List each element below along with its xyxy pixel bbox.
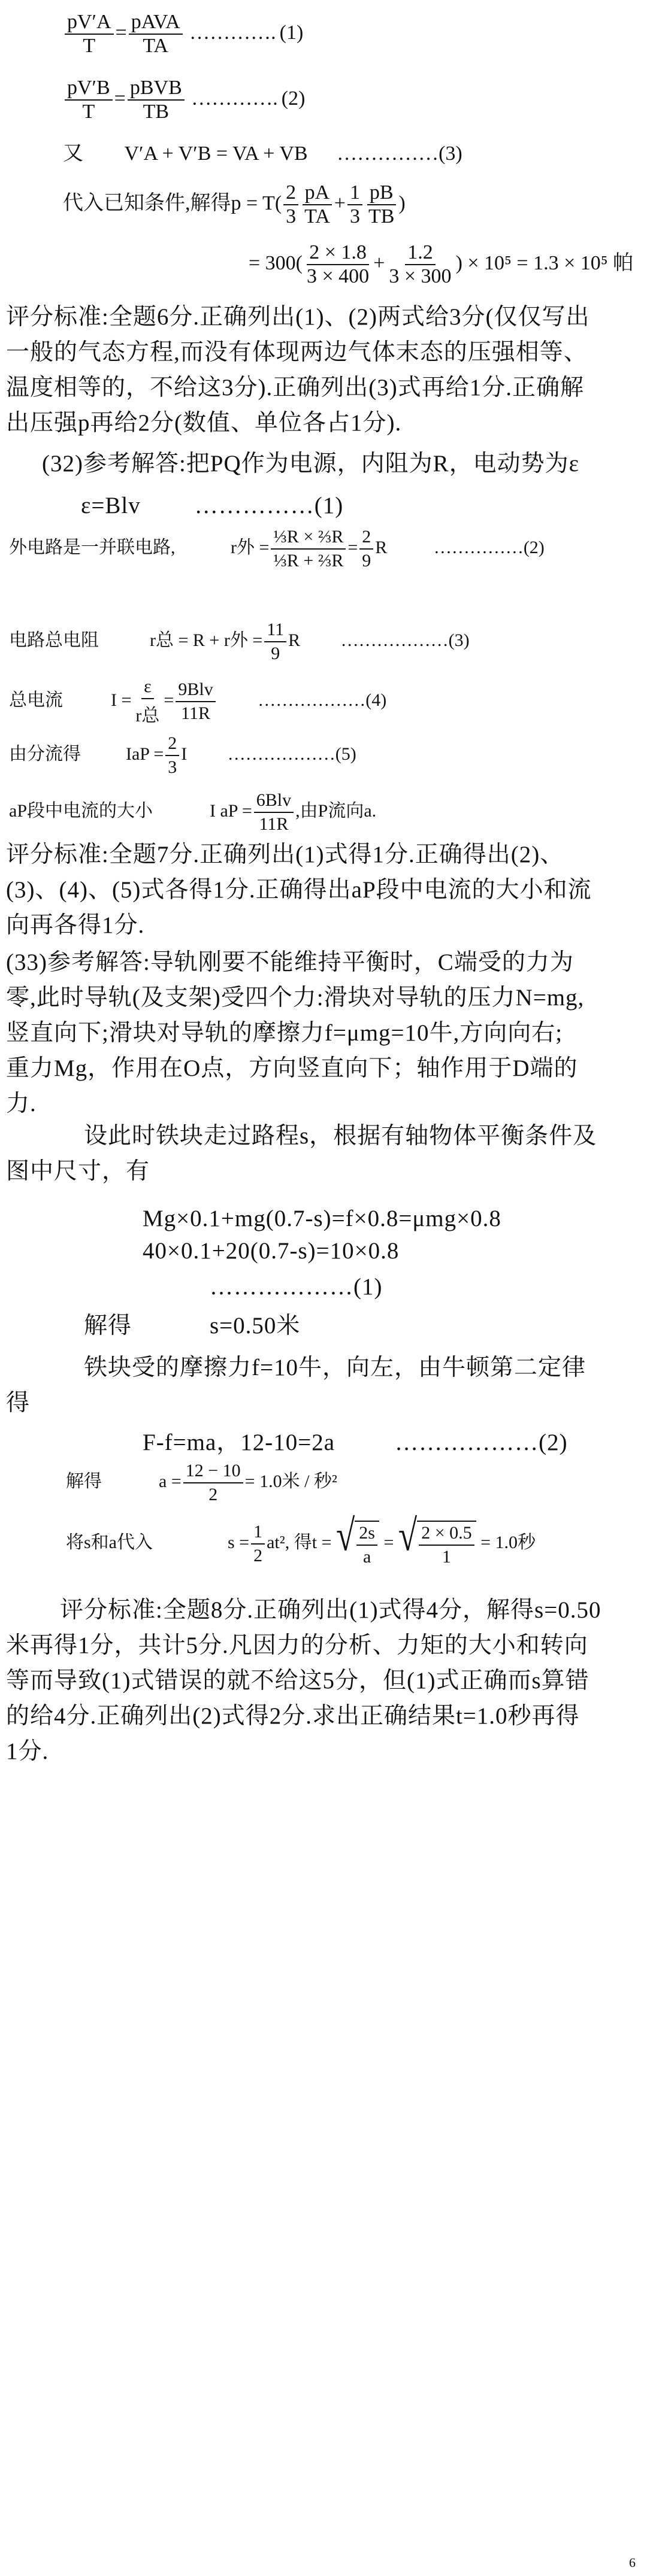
q31-equation-1: $\frac{pV'A}{T}$ = $\frac{\text{pAVA}}{TA}$ …………. (1) xyxy=(63,12,303,56)
q31-equation-3: 又 V′A + V′B = VA + VB ……………(3) xyxy=(63,142,462,165)
q33-friction: 铁块受的摩擦力f=10牛，向左，由牛顿第二定律 得 xyxy=(6,1355,586,1416)
q31-equation-2: $\frac{pV'B}{T}$ = $\frac{\text{pBVB}}{TB}$ …………. (2) xyxy=(63,78,305,122)
q32-intro: (32)参考解答:把PQ作为电源，内阻为R，电动势为ε xyxy=(42,451,580,477)
q32-equation-1: ε=Blv ……………(1) xyxy=(81,493,344,518)
q33-solve-a: 解得 a = $\frac{12 - 10}{2}$ = 1.0米 / 秒² xyxy=(66,1461,337,1504)
q33-equation-1b: 40×0.1+20(0.7-s)=10×0.8 xyxy=(143,1238,400,1264)
q32-result-current: aP段中电流的大小 I aP = $\frac{\text{6Blv}}{11R}$ ,由P流向a. xyxy=(9,790,377,834)
q31-solve-expression: 代入已知条件,解得p = T( $\frac{2}{3}$ $\frac{pA}{TA}$ + $\frac{1}{3}$ $\frac{pB}{TB}$ ) xyxy=(63,181,406,227)
page-number: 6 xyxy=(629,2555,636,2570)
q33-equation-2: F-f=ma，12-10=2a ………………(2) xyxy=(143,1430,568,1455)
q33-intro: (33)参考解答:导轨刚要不能维持平衡时，C端受的力为 零,此时导轨(及支架)受四个力:滑块对导轨的压力N=mg, 竖直向下;滑块对导轨的摩擦力f=μmg=10牛,方向向右; 重力Mg，作用在O点，方向竖直向下；轴作用于D端的 力. xyxy=(6,949,585,1116)
square-root-symbol: √ $\frac{2 \times 0.5}{1}$ xyxy=(398,1521,476,1567)
q33-equation-1-tag: ………………(1) xyxy=(210,1274,383,1300)
q32-equation-2: 外电路是一并联电路, r外 = $\frac{\text{⅓R × ⅔R}}{\text{⅓R + ⅔R}}$ = $\frac{2}{9}$ R ……………(2) xyxy=(9,527,545,571)
q33-equation-1a: Mg×0.1+mg(0.7-s)=f×0.8=μmg×0.8 xyxy=(143,1206,501,1231)
q32-equation-4: 总电流 I = $\frac{\varepsilon}{\text{r总}}$ = $\frac{\text{9Blv}}{11R}$ ………………(4) xyxy=(9,676,387,726)
square-root-symbol: √ $\frac{2s}{a}$ xyxy=(336,1521,379,1567)
q33-grading-criteria: 评分标准:全题8分.正确列出(1)式得4分，解得s=0.50 米再得1分，共计5分.凡因力的分析、力矩的大小和转向 等而导致(1)式错误的就不给这5分，但(1)式正确而s算错 的给4分.正确列出(2)式得2分.求出正确结果t=1.0秒再得 1分. xyxy=(6,1597,601,1764)
q31-numeric-calculation: = 300( $\frac{2 \times 1.8}{3 \times 400}$ + $\frac{1.2}{3 \times 300}$ ) × 10⁵ = 1.3 × 10⁵ 帕 xyxy=(249,241,634,287)
q33-setup: 设此时铁块走过路程s，根据有轴物体平衡条件及 图中尺寸，有 xyxy=(6,1123,597,1184)
q32-equation-5: 由分流得 IaP = $\frac{2}{3}$ I ………………(5) xyxy=(9,733,356,777)
q32-equation-3: 电路总电阻 r总 = R + r外 = $\frac{11}{9}$ R ………………(3) xyxy=(9,620,470,663)
q33-solve-t: 将s和a代入 s = $\frac{1}{2}$ at², 得t = √ $\frac{2s}{a}$ = √ $\frac{2 \times 0.5}{1}$ = 1.0秒 xyxy=(66,1511,536,1567)
q32-grading-criteria: 评分标准:全题7分.正确列出(1)式得1分.正确得出(2)、 (3)、(4)、(5)式各得1分.正确得出aP段中电流的大小和流 向再各得1分. xyxy=(6,842,592,938)
q33-solve-s: 解得 s=0.50米 xyxy=(84,1313,301,1339)
q31-grading-criteria: 评分标准:全题6分.正确列出(1)、(2)两式给3分(仅仅写出 一般的气态方程,而没有体现两边气体末态的压强相等、 温度相等的，不给这3分).正确列出(3)式再给1分.正确解 出压强p再给2分(数值、单位各占1分). xyxy=(6,304,590,436)
